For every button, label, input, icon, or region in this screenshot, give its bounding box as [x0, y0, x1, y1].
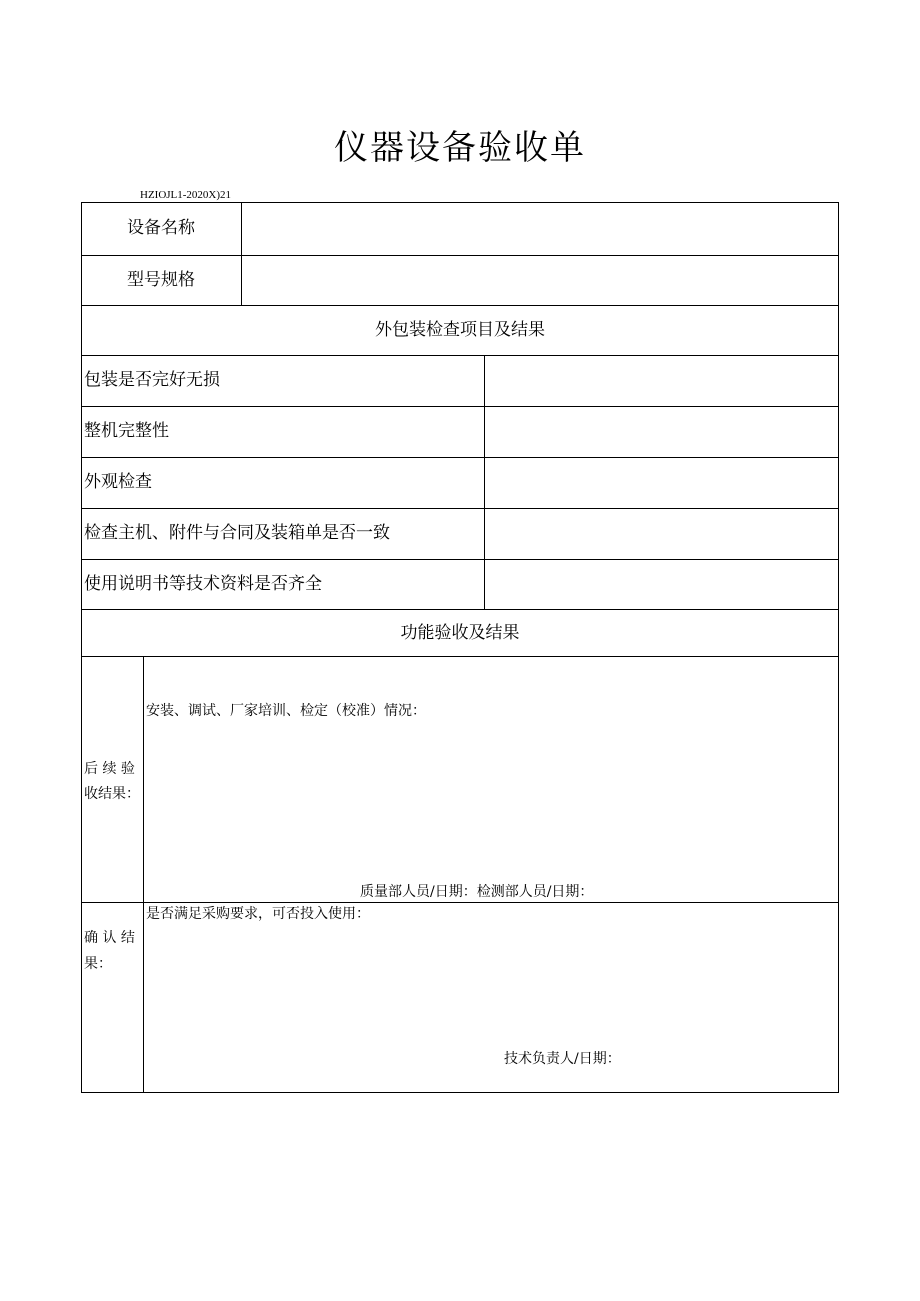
acceptance-form [81, 202, 839, 1093]
followup-signature: 质量部人员/日期：检测部人员/日期： [360, 884, 594, 900]
packaging-item-label: 包装是否完好无损 [84, 370, 220, 390]
row-divider [81, 559, 839, 560]
row-divider [81, 902, 839, 903]
row-divider [81, 656, 839, 657]
column-divider [484, 355, 485, 609]
confirmation-signature: 技术负责人/日期： [504, 1051, 621, 1067]
row-divider [81, 255, 839, 256]
packaging-item-label: 使用说明书等技术资料是否齐全 [84, 574, 322, 594]
packaging-item-label: 外观检查 [84, 472, 152, 492]
followup-prompt: 安装、调试、厂家培训、检定（校准）情况： [146, 703, 426, 719]
row-divider [81, 305, 839, 306]
confirmation-prompt: 是否满足采购要求，可否投入使用： [146, 906, 370, 922]
packaging-section-header: 外包装检查项目及结果 [375, 320, 545, 340]
row-divider [81, 355, 839, 356]
row-divider [81, 457, 839, 458]
form-border-top [81, 202, 839, 203]
row-divider [81, 406, 839, 407]
row-divider [81, 508, 839, 509]
packaging-item-label: 检查主机、附件与合同及装箱单是否一致 [84, 523, 390, 543]
row-divider [81, 609, 839, 610]
function-section-header: 功能验收及结果 [400, 623, 520, 643]
followup-label-line1: 后 续 验 [84, 761, 135, 777]
form-border-bottom [81, 1092, 839, 1093]
page-title: 仪器设备验收单 [334, 128, 586, 168]
packaging-item-label: 整机完整性 [84, 421, 169, 441]
confirmation-label-line1: 确 认 结 [84, 930, 135, 946]
model-spec-label: 型号规格 [127, 270, 195, 290]
form-code: HZIOJL1-2020X)21 [140, 189, 232, 201]
column-divider [143, 656, 144, 1092]
confirmation-label-line2: 果： [84, 956, 112, 972]
column-divider [241, 202, 242, 305]
followup-label-line2: 收结果： [84, 786, 140, 802]
device-name-label: 设备名称 [127, 218, 195, 238]
